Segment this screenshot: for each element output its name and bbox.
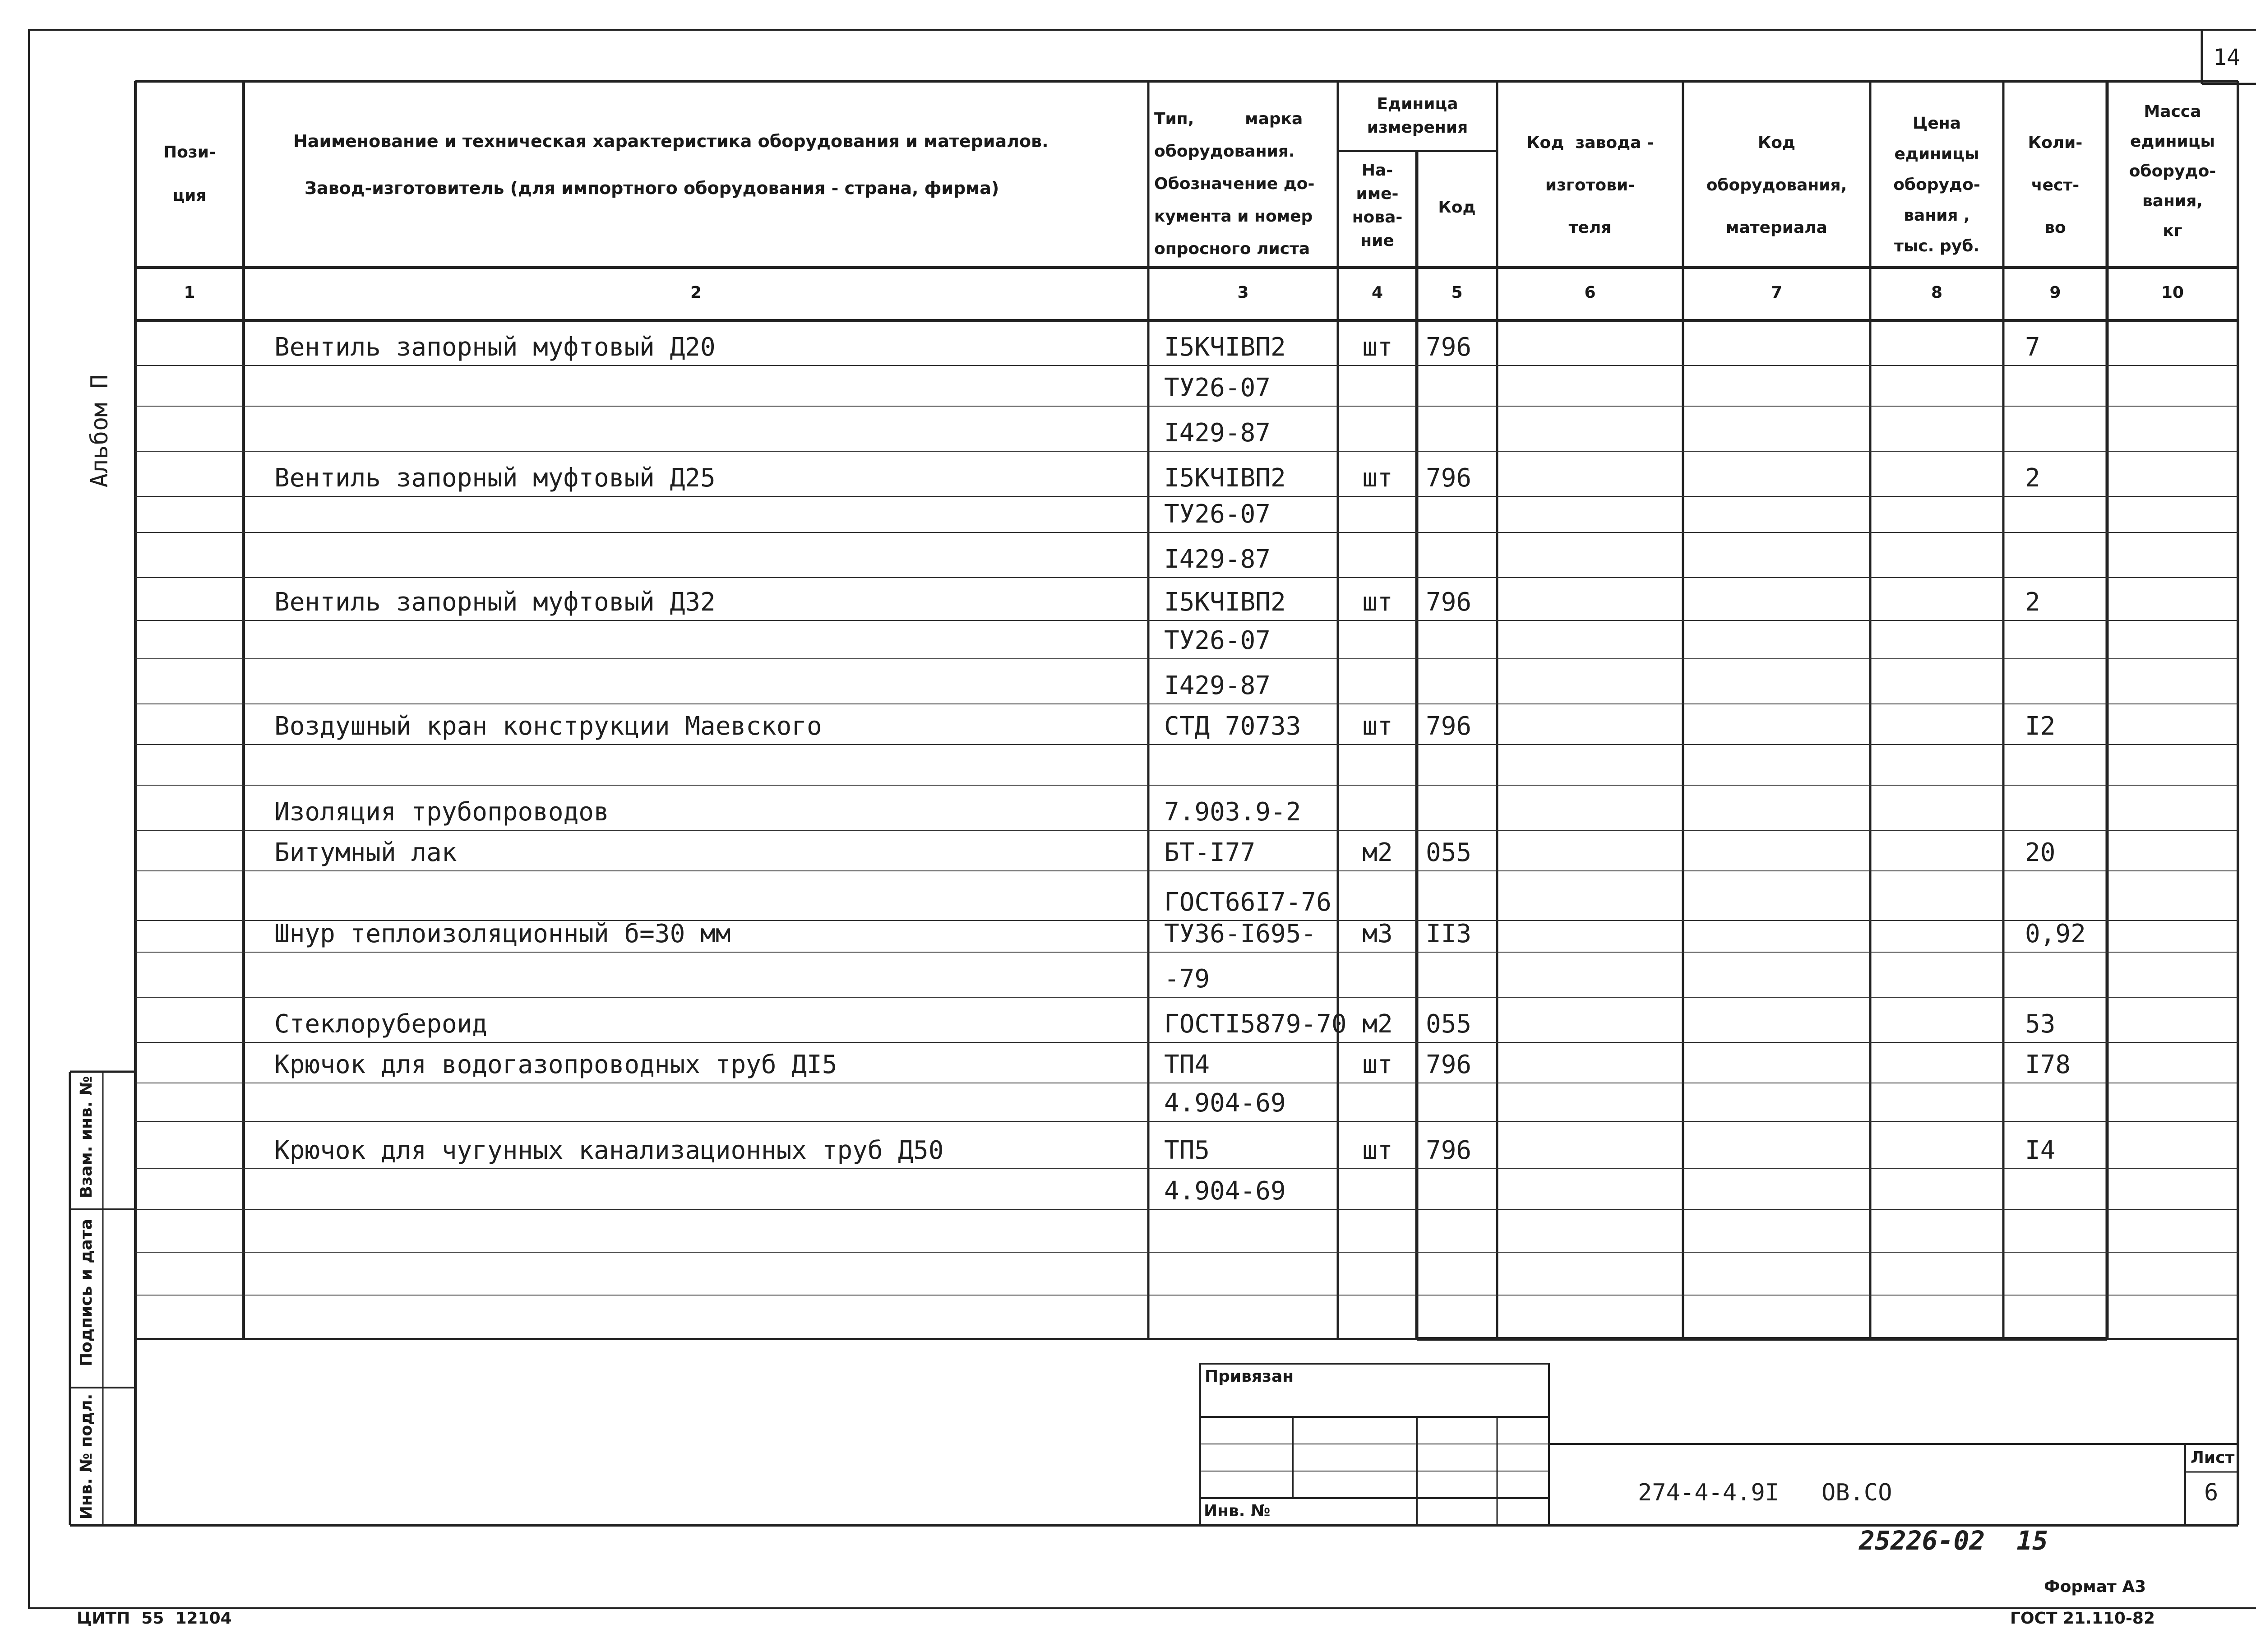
header-unit-line2: измерения [1367, 118, 1468, 137]
header-col3-line3: Обозначение до- [1154, 175, 1315, 193]
row-qty: 7 [2025, 333, 2040, 362]
header-col7 [1683, 122, 1870, 249]
row-code: I429-87 [1164, 545, 1271, 574]
header-col4-line3: нова- [1352, 208, 1403, 227]
row-unit: м2 [1362, 1009, 1393, 1039]
row-code: -79 [1164, 964, 1210, 994]
row-unit-code: 796 [1426, 463, 1472, 493]
colnum-6: 6 [1584, 283, 1596, 302]
header-col9 [2003, 122, 2107, 249]
header-col9-line2: чест- [2031, 176, 2080, 194]
header-col5: Код [1438, 198, 1476, 217]
colnum-3: 3 [1237, 283, 1249, 302]
row-code: 7.903.9-2 [1164, 797, 1301, 827]
list-label: Лист [2191, 1448, 2235, 1467]
row-name: Крючок для чугунных канализационных труб Д50 [274, 1136, 944, 1165]
row-code: БТ-I77 [1164, 838, 1256, 867]
stamp-inv: Инв. № подл. [77, 1393, 96, 1520]
row-qty: 53 [2025, 1009, 2056, 1039]
header-col6-line2: изготови- [1545, 176, 1635, 194]
row-qty: I2 [2025, 712, 2056, 741]
row-code: 4.904-69 [1164, 1176, 1286, 1206]
header-unit-line1: Единица [1377, 95, 1458, 113]
row-name: Вентиль запорный муфтовый Д20 [274, 333, 716, 362]
row-code: ТУ26-07 [1164, 500, 1271, 529]
gost-label: ГОСТ 21.110-82 [2010, 1609, 2155, 1628]
row-code: ТУ36-I695- [1164, 919, 1317, 949]
header-col7-line1: Код [1757, 134, 1796, 152]
header-col10-line2: единицы [2130, 132, 2215, 151]
row-unit-code: 796 [1426, 333, 1472, 362]
row-name: Изоляция трубопроводов [274, 797, 609, 827]
header-col8-line3: оборудо- [1893, 176, 1980, 194]
header-col3-line4: кумента и номер [1154, 207, 1313, 226]
row-unit: шт [1362, 463, 1393, 493]
header-col7-line2: оборудования, [1706, 176, 1847, 194]
row-qty: 2 [2025, 463, 2040, 493]
row-unit-code: 796 [1426, 1050, 1472, 1079]
row-unit: м3 [1362, 919, 1393, 949]
row-unit-code: 055 [1426, 1009, 1472, 1039]
row-name: Стеклорубероид [274, 1009, 488, 1039]
header-col3-line5: опросного листа [1154, 240, 1310, 258]
inv-no-label: Инв. № [1204, 1502, 1271, 1520]
header-col10-line5: кг [2163, 222, 2182, 240]
header-col9-line1: Коли- [2028, 134, 2083, 152]
row-code: ТП4 [1164, 1050, 1210, 1079]
row-code: ТУ26-07 [1164, 373, 1271, 403]
row-code: I5КЧIВП2 [1164, 588, 1286, 617]
row-name: Шнур теплоизоляционный б=30 мм [274, 919, 731, 949]
doc-code: 274-4-4.9I ОВ.СО [1638, 1479, 1892, 1506]
colnum-10: 10 [2161, 283, 2184, 302]
row-unit-code: II3 [1426, 919, 1472, 949]
row-unit: шт [1362, 588, 1393, 617]
header-col10-line3: оборудо- [2129, 162, 2216, 180]
row-code: ГОСТ66I7-76 [1164, 888, 1331, 917]
header-col4-line4: ние [1360, 231, 1394, 250]
header-col3 [1150, 103, 1341, 265]
header-col4 [1338, 159, 1417, 253]
album-label: Альбом П [86, 374, 113, 488]
row-unit: шт [1362, 333, 1393, 362]
header-col8-line5: тыс. руб. [1894, 237, 1980, 255]
header-col3-line2: оборудования. [1154, 142, 1295, 161]
header-col7-line3: материала [1726, 218, 1827, 237]
row-unit: шт [1362, 712, 1393, 741]
handwritten-number: 25226-02 15 [1859, 1525, 2048, 1556]
colnum-4: 4 [1371, 283, 1383, 302]
row-code: I429-87 [1164, 671, 1271, 700]
row-unit-code: 796 [1426, 712, 1472, 741]
header-col8-line4: вания , [1904, 206, 1970, 225]
colnum-8: 8 [1931, 283, 1943, 302]
row-unit-code: 796 [1426, 588, 1472, 617]
row-unit-code: 055 [1426, 838, 1472, 867]
header-col8 [1870, 108, 2003, 262]
header-col8-line2: единицы [1894, 145, 1979, 163]
row-code: ТП5 [1164, 1136, 1210, 1165]
row-code: ГОСТI5879-70 [1164, 1009, 1347, 1039]
header-col1 [135, 131, 244, 217]
row-name: Вентиль запорный муфтовый Д25 [274, 463, 716, 493]
row-code: I5КЧIВП2 [1164, 463, 1286, 493]
row-name: Воздушный кран конструкции Маевского [274, 712, 822, 741]
row-qty: I78 [2025, 1050, 2071, 1079]
header-col10-line1: Масса [2144, 102, 2201, 121]
colnum-5: 5 [1451, 283, 1463, 302]
row-name: Вентиль запорный муфтовый Д32 [274, 588, 716, 617]
format-label: Формат А3 [2044, 1578, 2146, 1596]
header-col4-line2: име- [1356, 185, 1399, 203]
header-col3-line1: Тип, марка [1154, 110, 1303, 128]
header-col1-line1: Пози- [163, 143, 216, 162]
colnum-9: 9 [2049, 283, 2061, 302]
row-name: Битумный лак [274, 838, 457, 867]
header-col10 [2107, 97, 2238, 246]
row-unit: шт [1362, 1136, 1393, 1165]
header-col9-line3: во [2044, 218, 2066, 237]
row-unit-code: 796 [1426, 1136, 1472, 1165]
row-qty: 0,92 [2025, 919, 2086, 949]
colnum-2: 2 [690, 283, 702, 302]
citp-label: ЦИТП 55 12104 [77, 1609, 232, 1628]
header-col10-line4: вания, [2142, 192, 2203, 210]
row-code: I5КЧIВП2 [1164, 333, 1286, 362]
row-code: 4.904-69 [1164, 1088, 1286, 1118]
colnum-1: 1 [184, 283, 195, 302]
row-qty: I4 [2025, 1136, 2056, 1165]
privyazan-label: Привязан [1205, 1367, 1294, 1386]
page-number: 14 [2213, 44, 2241, 70]
row-qty: 2 [2025, 588, 2040, 617]
header-col2-line2: Завод-изготовитель (для импортного оборудования - страна, фирма) [305, 178, 999, 198]
header-col6 [1497, 122, 1683, 249]
stamp-vzam: Взам. инв. № [77, 1076, 96, 1199]
header-col6-line1: Код завода - [1526, 134, 1654, 152]
row-code: ТУ26-07 [1164, 626, 1271, 655]
row-name: Крючок для водогазопроводных труб ДI5 [274, 1050, 837, 1079]
row-code: I429-87 [1164, 418, 1271, 448]
header-col2-line1: Наименование и техническая характеристика оборудования и материалов. [293, 131, 1049, 151]
row-code: СТД 70733 [1164, 712, 1301, 741]
row-qty: 20 [2025, 838, 2056, 867]
header-col4-line1: На- [1361, 161, 1393, 180]
row-unit: м2 [1362, 838, 1393, 867]
header-col6-line3: теля [1568, 218, 1612, 237]
stamp-podpis: Подпись и дата [77, 1219, 96, 1366]
header-col8-line1: Цена [1913, 114, 1961, 133]
header-col1-line2: ция [172, 186, 207, 205]
header-unit [1338, 93, 1497, 139]
colnum-7: 7 [1771, 283, 1783, 302]
list-number: 6 [2204, 1479, 2219, 1506]
row-unit: шт [1362, 1050, 1393, 1079]
